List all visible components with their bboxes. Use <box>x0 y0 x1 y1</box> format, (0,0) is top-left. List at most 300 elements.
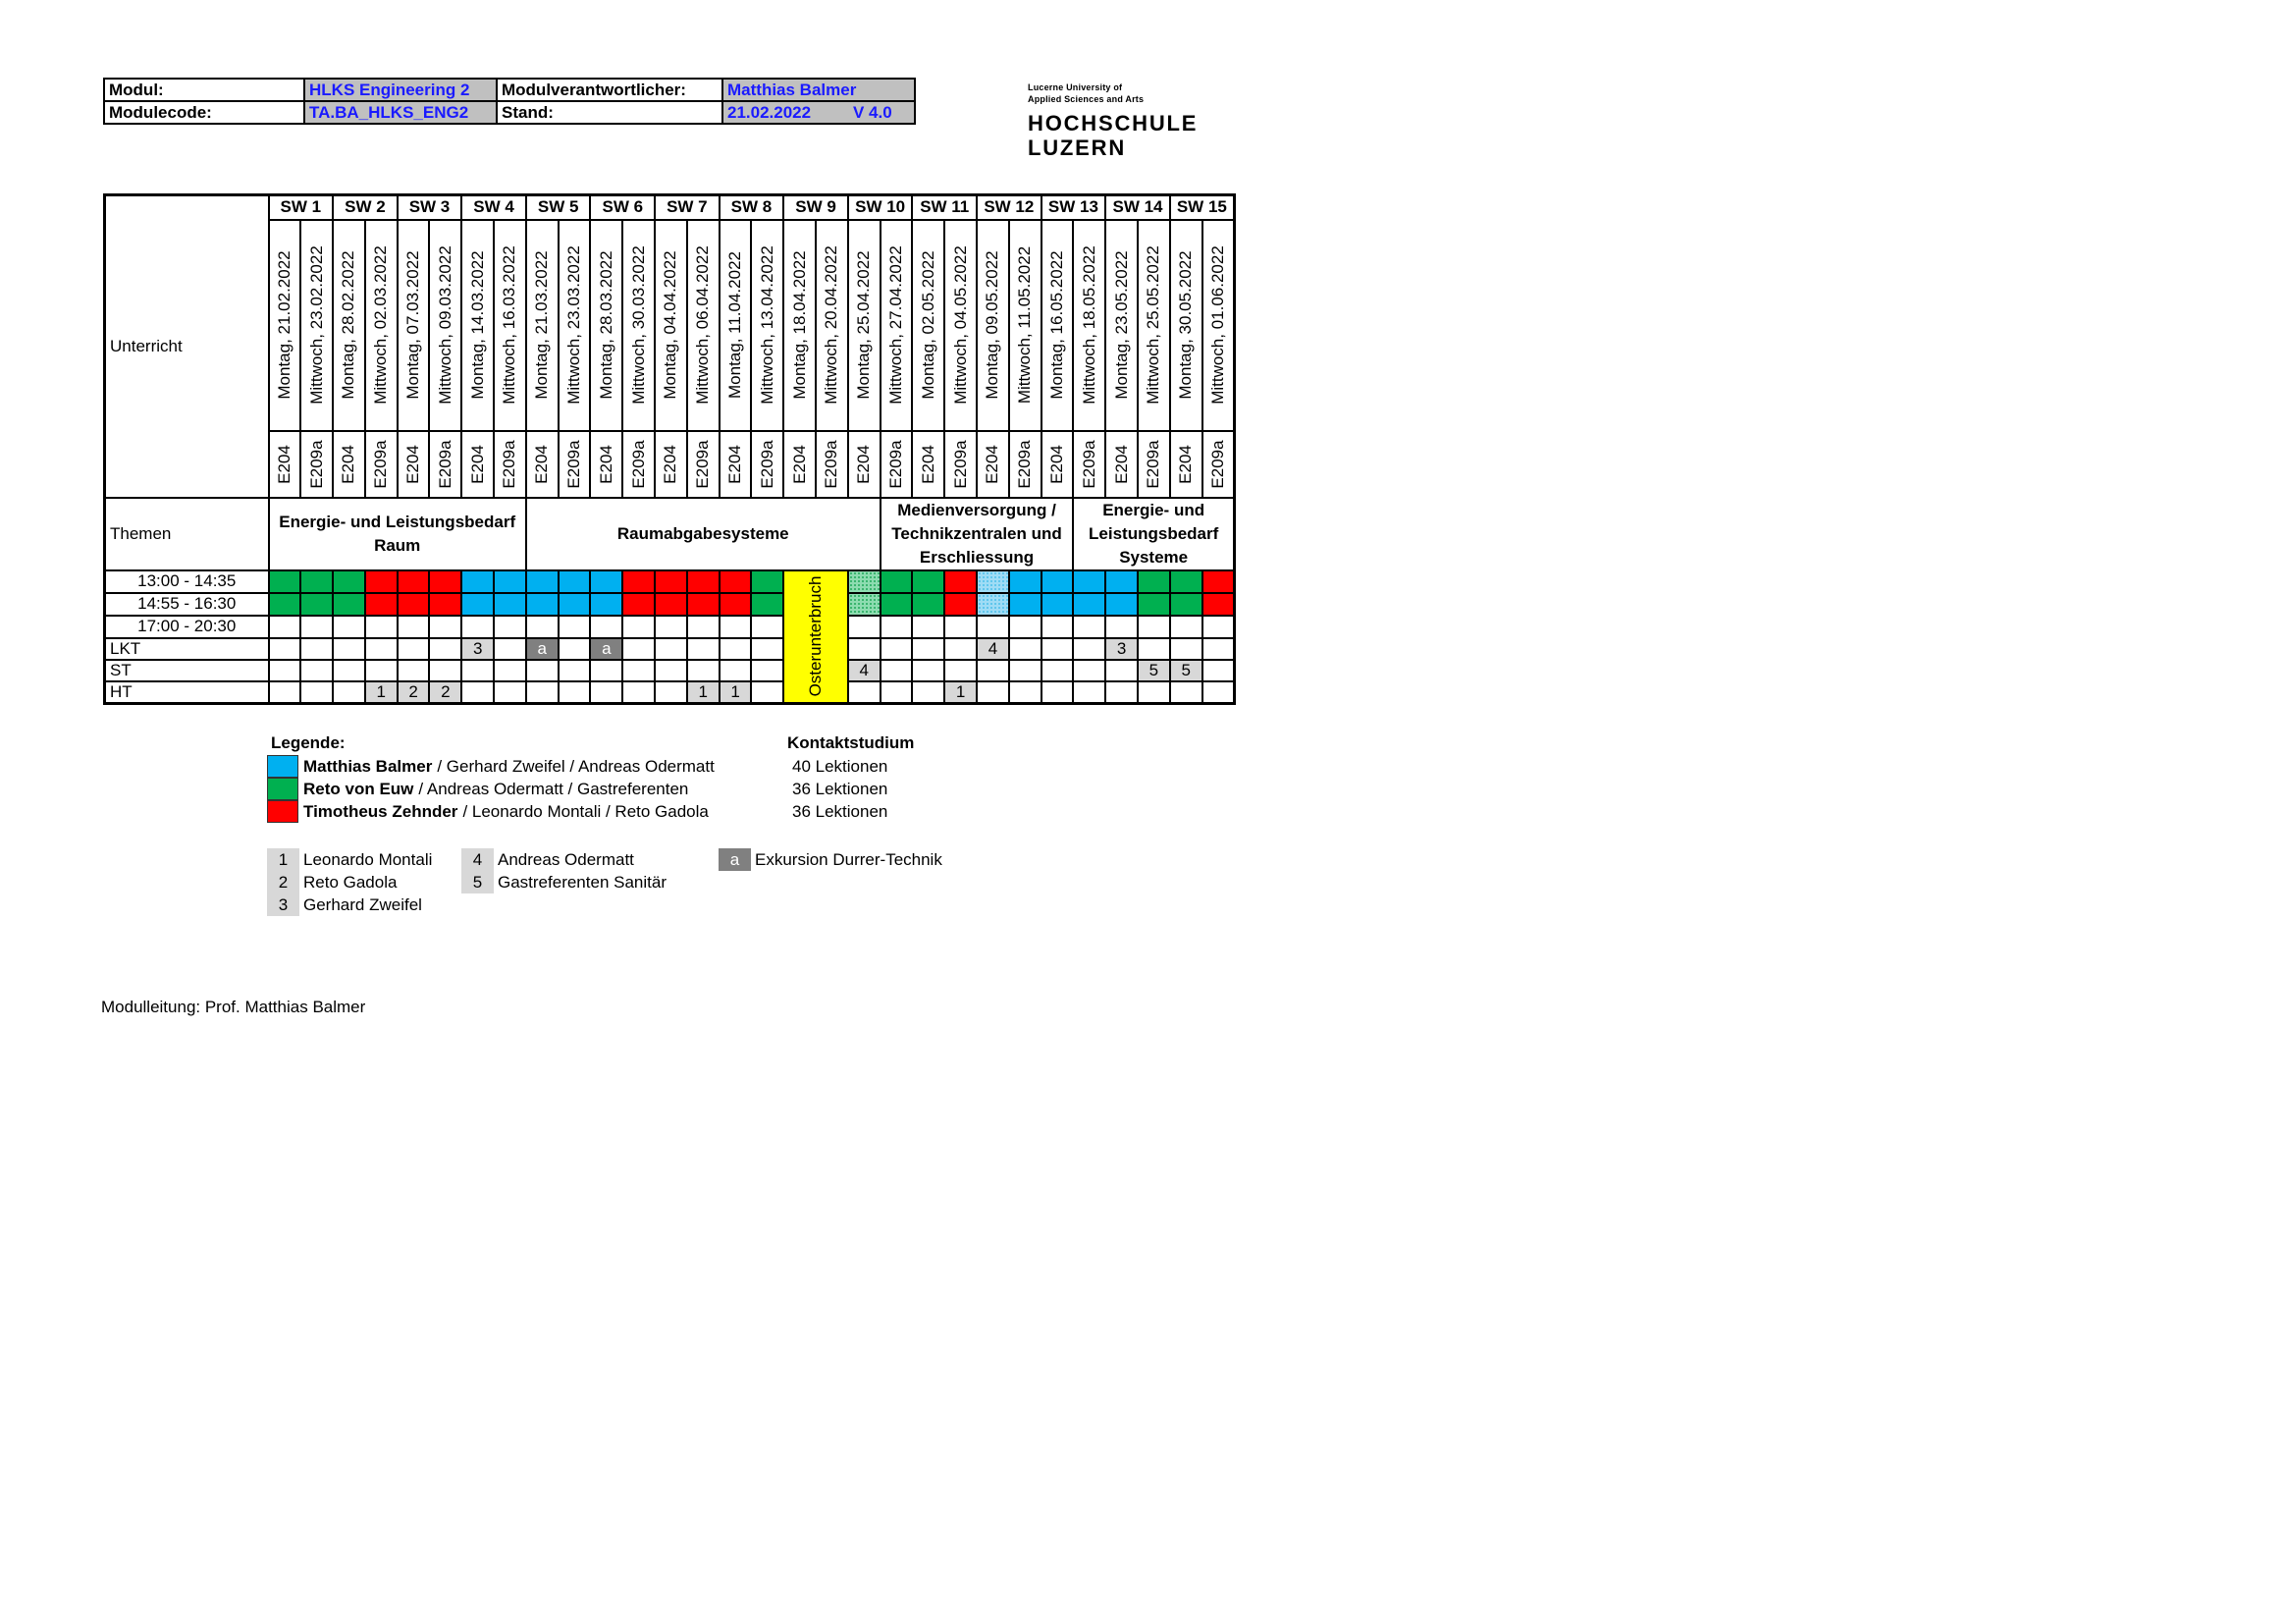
row-label-lkt: LKT <box>105 638 269 660</box>
st-cell <box>1105 660 1138 681</box>
number-badge: 1 <box>267 848 299 871</box>
date-cell <box>816 220 848 431</box>
number-legend-name: Reto Gadola <box>303 872 398 892</box>
lkt-cell <box>687 638 720 660</box>
row-label-time: 14:55 - 16:30 <box>105 593 269 616</box>
st-cell: 5 <box>1138 660 1170 681</box>
room-label: E204 <box>725 444 745 484</box>
number-legend-name: Exkursion Durrer-Technik <box>755 849 942 869</box>
ht-cell <box>881 681 913 704</box>
date-cell <box>1105 220 1138 431</box>
lesson-slot-red <box>622 570 655 593</box>
schedule-table <box>103 193 1236 705</box>
room-label: E209a <box>1079 439 1098 489</box>
ht-cell <box>977 681 1009 704</box>
lesson-slot-blue <box>1073 570 1105 593</box>
date-cell <box>622 220 655 431</box>
st-cell <box>912 660 944 681</box>
ht-cell <box>559 681 591 704</box>
stand-date: 21.02.2022 <box>722 101 849 124</box>
date-cell <box>494 220 526 431</box>
st-cell <box>398 660 430 681</box>
version: V 4.0 <box>849 101 915 124</box>
legend-lead-name: Matthias Balmer <box>303 756 433 776</box>
room-cell <box>300 431 333 498</box>
room-cell <box>720 431 752 498</box>
room-label: E204 <box>661 444 680 484</box>
date-label: Mittwoch, 09.03.2022 <box>435 245 454 405</box>
lesson-slot-blue <box>1041 570 1074 593</box>
lkt-cell: a <box>590 638 622 660</box>
ht-cell <box>1105 681 1138 704</box>
date-label: Montag, 25.04.2022 <box>854 250 874 400</box>
row-label-time: 17:00 - 20:30 <box>105 616 269 638</box>
lesson-slot-red <box>365 593 398 616</box>
room-cell <box>526 431 559 498</box>
room-label: E204 <box>403 444 423 484</box>
number-legend-item <box>267 893 432 916</box>
lkt-cell <box>494 638 526 660</box>
lesson-slot-green <box>881 570 913 593</box>
lkt-cell <box>655 638 687 660</box>
ht-cell <box>1170 681 1202 704</box>
topic-cell: Medienversorgung / Technikzentralen und Erschliessung <box>881 498 1074 570</box>
week-header: SW 2 <box>333 195 398 220</box>
ht-cell: 2 <box>398 681 430 704</box>
date-cell <box>687 220 720 431</box>
room-label: E209a <box>693 439 713 489</box>
lesson-slot-pblue <box>977 593 1009 616</box>
evening-slot <box>977 616 1009 638</box>
date-cell <box>1009 220 1041 431</box>
room-cell <box>816 431 848 498</box>
evening-slot <box>751 616 783 638</box>
hslu-logo <box>1028 81 1198 160</box>
lkt-cell <box>333 638 365 660</box>
lesson-slot-red <box>687 593 720 616</box>
stand-label: Stand: <box>497 101 722 124</box>
evening-slot <box>912 616 944 638</box>
lesson-slot-red <box>1202 570 1235 593</box>
legend-others: / Gerhard Zweifel / Andreas Odermatt <box>437 756 715 776</box>
date-cell <box>269 220 301 431</box>
date-label: Mittwoch, 30.03.2022 <box>628 245 648 405</box>
room-cell <box>398 431 430 498</box>
st-cell <box>622 660 655 681</box>
legend-others: / Andreas Odermatt / Gastreferenten <box>418 779 689 798</box>
room-cell <box>783 431 816 498</box>
room-cell <box>944 431 977 498</box>
room-cell <box>848 431 881 498</box>
date-cell <box>526 220 559 431</box>
topic-cell: Raumabgabesysteme <box>526 498 881 570</box>
row-label-ht: HT <box>105 681 269 704</box>
lkt-cell <box>1041 638 1074 660</box>
date-label: Montag, 11.04.2022 <box>725 251 745 399</box>
st-cell <box>1041 660 1074 681</box>
logo-line2: Applied Sciences and Arts <box>1028 94 1145 104</box>
evening-slot <box>526 616 559 638</box>
room-label: E204 <box>339 444 358 484</box>
lesson-slot-red <box>1202 593 1235 616</box>
lesson-slot-red <box>655 593 687 616</box>
room-label: E209a <box>371 439 391 489</box>
ht-cell <box>1073 681 1105 704</box>
easter-break-cell <box>783 570 848 704</box>
room-label: E204 <box>274 444 294 484</box>
room-cell <box>333 431 365 498</box>
date-cell <box>429 220 461 431</box>
room-label: E204 <box>1176 444 1196 484</box>
lesson-slot-green <box>912 593 944 616</box>
lkt-cell: 3 <box>461 638 494 660</box>
lkt-cell <box>1170 638 1202 660</box>
evening-slot <box>1170 616 1202 638</box>
legend-swatch <box>267 800 298 823</box>
room-cell <box>1138 431 1170 498</box>
lkt-cell <box>720 638 752 660</box>
room-cell <box>429 431 461 498</box>
date-label: Mittwoch, 27.04.2022 <box>886 245 906 405</box>
room-cell <box>622 431 655 498</box>
ht-cell: 2 <box>429 681 461 704</box>
room-label: E204 <box>1111 444 1131 484</box>
number-legend-name: Andreas Odermatt <box>498 849 634 869</box>
lesson-slot-blue <box>1073 593 1105 616</box>
ht-cell: 1 <box>720 681 752 704</box>
week-header: SW 1 <box>269 195 334 220</box>
evening-slot <box>1202 616 1235 638</box>
modul-value: HLKS Engineering 2 <box>304 79 497 101</box>
st-cell: 5 <box>1170 660 1202 681</box>
st-cell <box>1073 660 1105 681</box>
date-label: Mittwoch, 20.04.2022 <box>822 245 841 405</box>
evening-slot <box>398 616 430 638</box>
date-cell <box>783 220 816 431</box>
room-cell <box>977 431 1009 498</box>
verantwortlicher-label: Modulverantwortlicher: <box>497 79 722 101</box>
number-legend-name: Leonardo Montali <box>303 849 433 869</box>
date-cell <box>333 220 365 431</box>
date-cell <box>848 220 881 431</box>
date-cell <box>365 220 398 431</box>
date-cell <box>1041 220 1074 431</box>
lesson-slot-green <box>269 570 301 593</box>
room-label: E209a <box>1015 439 1035 489</box>
lesson-slot-green <box>912 570 944 593</box>
room-cell <box>1105 431 1138 498</box>
date-label: Montag, 09.05.2022 <box>983 250 1002 400</box>
lesson-slot-green <box>881 593 913 616</box>
st-cell <box>429 660 461 681</box>
lesson-slot-green <box>269 593 301 616</box>
easter-break-label: Osterunterbruch <box>806 575 826 697</box>
st-cell <box>944 660 977 681</box>
legend-lead-name: Reto von Euw <box>303 779 414 798</box>
lkt-cell <box>300 638 333 660</box>
st-cell <box>687 660 720 681</box>
date-label: Mittwoch, 23.02.2022 <box>306 245 326 405</box>
date-label: Montag, 28.03.2022 <box>596 250 615 400</box>
ht-cell <box>1009 681 1041 704</box>
room-label: E209a <box>886 439 906 489</box>
date-label: Mittwoch, 11.05.2022 <box>1015 245 1035 405</box>
ht-cell <box>333 681 365 704</box>
lesson-slot-green <box>1138 570 1170 593</box>
number-legend-name: Gastreferenten Sanitär <box>498 872 667 892</box>
room-cell <box>1041 431 1074 498</box>
lesson-slot-green <box>1170 593 1202 616</box>
lesson-slot-green <box>333 570 365 593</box>
lesson-slot-pgreen <box>848 570 881 593</box>
evening-slot <box>881 616 913 638</box>
lkt-cell <box>1202 638 1235 660</box>
lesson-slot-green <box>751 593 783 616</box>
ht-cell <box>269 681 301 704</box>
lkt-cell <box>365 638 398 660</box>
number-badge: 3 <box>267 893 299 916</box>
legend-item <box>267 755 715 778</box>
room-cell <box>881 431 913 498</box>
lesson-slot-blue <box>461 593 494 616</box>
date-label: Mittwoch, 23.03.2022 <box>564 245 584 405</box>
date-cell <box>977 220 1009 431</box>
lkt-cell: a <box>526 638 559 660</box>
lesson-slot-green <box>333 593 365 616</box>
room-label: E204 <box>854 444 874 484</box>
date-label: Montag, 14.03.2022 <box>467 250 487 400</box>
lesson-slot-blue <box>1009 593 1041 616</box>
lesson-slot-red <box>365 570 398 593</box>
lesson-slot-green <box>1170 570 1202 593</box>
room-label: E209a <box>950 439 970 489</box>
lesson-slot-red <box>429 570 461 593</box>
room-label: E209a <box>1207 439 1227 489</box>
ht-cell <box>300 681 333 704</box>
ht-cell <box>590 681 622 704</box>
evening-slot <box>1009 616 1041 638</box>
room-label: E209a <box>564 439 584 489</box>
st-cell <box>333 660 365 681</box>
lesson-slot-blue <box>590 570 622 593</box>
row-label-time: 13:00 - 14:35 <box>105 570 269 593</box>
week-header: SW 6 <box>590 195 655 220</box>
evening-slot <box>461 616 494 638</box>
lesson-slot-red <box>622 593 655 616</box>
evening-slot <box>1073 616 1105 638</box>
legend-others: / Leonardo Montali / Reto Gadola <box>462 801 709 821</box>
modulecode-value: TA.BA_HLKS_ENG2 <box>304 101 497 124</box>
room-cell <box>1073 431 1105 498</box>
week-header: SW 12 <box>977 195 1041 220</box>
week-header: SW 11 <box>912 195 977 220</box>
number-legend-item <box>719 848 942 871</box>
week-header: SW 8 <box>720 195 784 220</box>
lesson-slot-green <box>1138 593 1170 616</box>
number-legend-2 <box>461 848 667 893</box>
ht-cell <box>751 681 783 704</box>
lesson-slot-green <box>300 593 333 616</box>
evening-slot <box>590 616 622 638</box>
kontaktstudium <box>787 733 914 823</box>
room-label: E209a <box>435 439 454 489</box>
lkt-cell <box>1009 638 1041 660</box>
date-cell <box>398 220 430 431</box>
date-cell <box>881 220 913 431</box>
lesson-slot-green <box>751 570 783 593</box>
legend-item <box>267 778 715 800</box>
ht-cell <box>461 681 494 704</box>
lesson-slot-red <box>944 570 977 593</box>
date-cell <box>720 220 752 431</box>
legend-item <box>267 800 715 823</box>
lkt-cell <box>398 638 430 660</box>
date-label: Mittwoch, 06.04.2022 <box>693 245 713 405</box>
number-legend-3 <box>719 848 942 871</box>
week-header: SW 3 <box>398 195 462 220</box>
number-badge: 5 <box>461 871 494 893</box>
week-header: SW 4 <box>461 195 526 220</box>
date-cell <box>1073 220 1105 431</box>
lesson-slot-red <box>720 570 752 593</box>
ht-cell <box>912 681 944 704</box>
lesson-slot-red <box>429 593 461 616</box>
date-cell <box>590 220 622 431</box>
evening-slot <box>720 616 752 638</box>
st-cell <box>300 660 333 681</box>
week-header: SW 5 <box>526 195 591 220</box>
st-cell <box>751 660 783 681</box>
lesson-slot-blue <box>559 593 591 616</box>
logo-line1: Lucerne University of <box>1028 82 1123 92</box>
legend-swatch <box>267 778 298 800</box>
date-label: Mittwoch, 02.03.2022 <box>371 245 391 405</box>
lkt-cell <box>1138 638 1170 660</box>
number-legend-name: Gerhard Zweifel <box>303 894 422 914</box>
room-cell <box>1009 431 1041 498</box>
lesson-slot-blue <box>1009 570 1041 593</box>
ht-cell <box>1202 681 1235 704</box>
st-cell <box>720 660 752 681</box>
lesson-slot-green <box>300 570 333 593</box>
room-cell <box>1202 431 1235 498</box>
room-label: E209a <box>500 439 519 489</box>
number-legend-item <box>461 871 667 893</box>
st-cell <box>559 660 591 681</box>
legend-swatch <box>267 755 298 778</box>
room-cell <box>1170 431 1202 498</box>
lesson-slot-blue <box>1041 593 1074 616</box>
date-label: Montag, 07.03.2022 <box>403 250 423 400</box>
evening-slot <box>687 616 720 638</box>
logo-name1: HOCHSCHULE <box>1028 111 1199 135</box>
st-cell <box>269 660 301 681</box>
st-cell <box>590 660 622 681</box>
lkt-cell <box>622 638 655 660</box>
lkt-cell: 4 <box>977 638 1009 660</box>
st-cell <box>881 660 913 681</box>
lesson-slot-red <box>655 570 687 593</box>
row-label-themen: Themen <box>105 498 269 570</box>
footer-modulleitung: Modulleitung: Prof. Matthias Balmer <box>101 998 366 1016</box>
lesson-slot-blue <box>559 570 591 593</box>
row-label-unterricht: Unterricht <box>105 195 269 498</box>
lesson-slot-red <box>687 570 720 593</box>
st-cell <box>526 660 559 681</box>
number-legend-item <box>267 871 432 893</box>
ht-cell <box>526 681 559 704</box>
lesson-slot-red <box>398 593 430 616</box>
st-cell <box>1009 660 1041 681</box>
room-cell <box>461 431 494 498</box>
legend <box>267 733 715 823</box>
lesson-slot-blue <box>494 570 526 593</box>
lkt-cell <box>912 638 944 660</box>
room-cell <box>269 431 301 498</box>
room-label: E209a <box>822 439 841 489</box>
lesson-slot-red <box>720 593 752 616</box>
lkt-cell <box>848 638 881 660</box>
date-cell <box>1138 220 1170 431</box>
room-label: E204 <box>532 444 552 484</box>
evening-slot <box>622 616 655 638</box>
date-cell <box>461 220 494 431</box>
room-label: E204 <box>467 444 487 484</box>
date-label: Mittwoch, 01.06.2022 <box>1207 245 1227 405</box>
date-label: Mittwoch, 04.05.2022 <box>950 245 970 405</box>
evening-slot <box>300 616 333 638</box>
lesson-slot-red <box>944 593 977 616</box>
date-cell <box>912 220 944 431</box>
ht-cell <box>494 681 526 704</box>
module-info-table <box>103 78 916 125</box>
date-label: Mittwoch, 16.03.2022 <box>500 245 519 405</box>
lkt-cell <box>751 638 783 660</box>
st-cell <box>461 660 494 681</box>
room-label: E209a <box>1144 439 1163 489</box>
st-cell <box>365 660 398 681</box>
evening-slot <box>333 616 365 638</box>
logo-name2: LUZERN <box>1028 135 1127 160</box>
st-cell: 4 <box>848 660 881 681</box>
evening-slot <box>944 616 977 638</box>
ht-cell <box>655 681 687 704</box>
date-label: Montag, 18.04.2022 <box>789 250 809 400</box>
verantwortlicher-value: Matthias Balmer <box>722 79 915 101</box>
ht-cell <box>1041 681 1074 704</box>
room-cell <box>912 431 944 498</box>
date-label: Montag, 04.04.2022 <box>661 250 680 400</box>
lkt-cell <box>559 638 591 660</box>
room-cell <box>494 431 526 498</box>
kontakt-title: Kontaktstudium <box>787 733 915 752</box>
topic-cell: Energie- und Leistungsbedarf Systeme <box>1073 498 1234 570</box>
number-badge: a <box>719 848 751 871</box>
modulecode-label: Modulecode: <box>104 101 304 124</box>
lesson-slot-blue <box>461 570 494 593</box>
lkt-cell <box>944 638 977 660</box>
lesson-slot-blue <box>1105 593 1138 616</box>
evening-slot <box>494 616 526 638</box>
evening-slot <box>429 616 461 638</box>
number-legend-1 <box>267 848 432 916</box>
room-cell <box>655 431 687 498</box>
kontakt-line: 36 Lektionen <box>792 802 888 821</box>
lkt-cell: 3 <box>1105 638 1138 660</box>
date-label: Montag, 02.05.2022 <box>918 250 937 400</box>
date-label: Montag, 16.05.2022 <box>1047 250 1067 400</box>
st-cell <box>1202 660 1235 681</box>
